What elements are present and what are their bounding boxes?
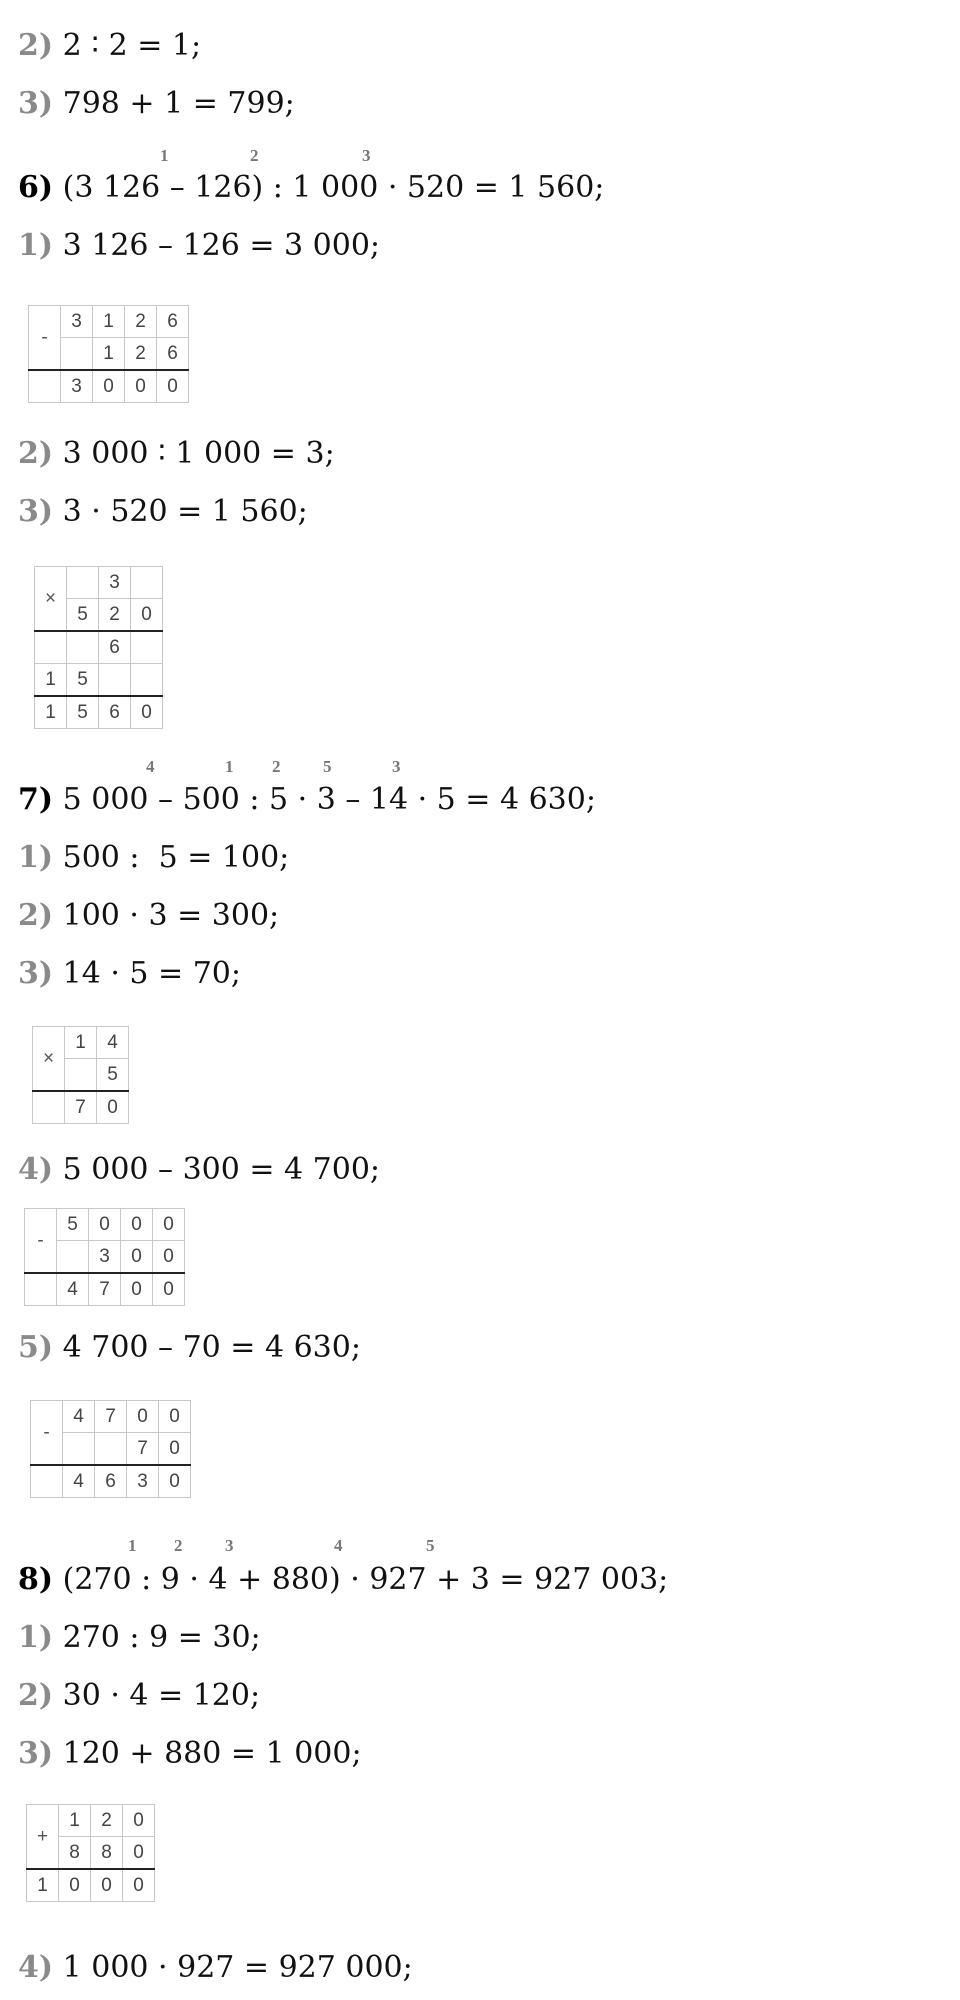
order-marker: 5: [323, 757, 332, 776]
step-number: 3): [18, 1736, 54, 1771]
problem-expression: (270 : 9 · 4 + 880) · 927 + 3 = 927 003;: [62, 1562, 669, 1597]
order-marker: 3: [392, 757, 401, 776]
problem-number: 7): [18, 782, 54, 817]
digit-cell: 1: [35, 664, 67, 697]
digit-cell: 4: [63, 1401, 95, 1433]
order-marker: 1: [128, 1536, 137, 1555]
step-line: [18, 1950, 413, 1986]
digit-cell: 0: [97, 1091, 129, 1124]
step-line: [18, 840, 289, 876]
digit-cell: 6: [99, 696, 131, 729]
digit-cell: 3: [99, 567, 131, 599]
digit-cell: 5: [97, 1059, 129, 1092]
step-number: 2): [18, 436, 54, 471]
digit-cell: 4: [63, 1465, 95, 1498]
step-line: [18, 436, 335, 472]
step-line: [18, 1736, 362, 1772]
order-marker: 5: [426, 1536, 435, 1555]
step-number: 2): [18, 1678, 54, 1713]
step-expression: 2 ∶ 2 = 1;: [62, 28, 202, 63]
step-line: [18, 28, 201, 64]
step-line: [18, 494, 308, 530]
step-expression: 3 126 – 126 = 3 000;: [62, 228, 381, 263]
operator-sign: ×: [35, 567, 67, 632]
step-expression: 270 : 9 = 30;: [62, 1620, 261, 1655]
step-line: [18, 898, 279, 934]
step-expression: 120 + 880 = 1 000;: [62, 1736, 362, 1771]
digit-cell: 2: [91, 1805, 123, 1837]
digit-cell: 7: [65, 1091, 97, 1124]
step-number: 3): [18, 956, 54, 991]
step-expression: 3 · 520 = 1 560;: [62, 494, 308, 529]
column-multiplication-table: [32, 1026, 129, 1124]
digit-cell: 4: [57, 1273, 89, 1306]
problem-number: 8): [18, 1562, 54, 1597]
step-expression: 14 · 5 = 70;: [62, 956, 241, 991]
order-marker: 1: [160, 146, 169, 165]
digit-cell: 1: [35, 696, 67, 729]
digit-cell: 0: [89, 1209, 121, 1241]
step-line: [18, 1678, 260, 1714]
digit-cell: 0: [159, 1401, 191, 1433]
column-subtraction-table: [28, 305, 189, 403]
digit-cell: 4: [97, 1027, 129, 1059]
digit-cell: 3: [127, 1465, 159, 1498]
order-marker: 3: [225, 1536, 234, 1555]
digit-cell: 2: [125, 338, 157, 371]
column-multiplication-table: [34, 566, 163, 729]
operator-sign: +: [27, 1805, 59, 1870]
step-number: 3): [18, 86, 54, 121]
order-marker: 2: [174, 1536, 183, 1555]
step-number: 4): [18, 1152, 54, 1187]
digit-cell: 0: [159, 1465, 191, 1498]
order-marker: 4: [146, 757, 155, 776]
step-number: 2): [18, 28, 54, 63]
operator-sign: -: [31, 1401, 63, 1466]
digit-cell: 7: [127, 1433, 159, 1466]
digit-cell: 7: [89, 1273, 121, 1306]
digit-cell: 0: [153, 1209, 185, 1241]
order-marker: 3: [362, 146, 371, 165]
step-expression: 5 000 – 300 = 4 700;: [62, 1152, 381, 1187]
operator-sign: ×: [33, 1027, 65, 1092]
step-expression: 500 : 5 = 100;: [62, 840, 290, 875]
digit-cell: 1: [59, 1805, 91, 1837]
digit-cell: 2: [99, 599, 131, 632]
digit-cell: 0: [123, 1805, 155, 1837]
digit-cell: 0: [157, 370, 189, 403]
column-subtraction-table: [30, 1400, 191, 1498]
step-line: [18, 228, 380, 264]
digit-cell: 0: [127, 1401, 159, 1433]
step-line: [18, 86, 295, 122]
step-line: [18, 1152, 380, 1188]
step-number: 2): [18, 898, 54, 933]
digit-cell: 1: [27, 1869, 59, 1902]
order-marker: 1: [225, 757, 234, 776]
digit-cell: 5: [67, 599, 99, 632]
digit-cell: 1: [93, 338, 125, 371]
digit-cell: 0: [153, 1241, 185, 1274]
step-number: 5): [18, 1330, 54, 1365]
order-marker: 2: [250, 146, 259, 165]
digit-cell: 5: [67, 696, 99, 729]
digit-cell: 7: [95, 1401, 127, 1433]
step-expression: 1 000 · 927 = 927 000;: [62, 1950, 413, 1985]
digit-cell: 3: [61, 306, 93, 338]
step-expression: 4 700 – 70 = 4 630;: [62, 1330, 361, 1365]
digit-cell: 0: [123, 1869, 155, 1902]
problem-line: [18, 782, 596, 818]
step-number: 1): [18, 1620, 54, 1655]
digit-cell: 0: [153, 1273, 185, 1306]
digit-cell: 8: [91, 1837, 123, 1870]
digit-cell: 1: [65, 1027, 97, 1059]
order-marker: 2: [272, 757, 281, 776]
digit-cell: 0: [91, 1869, 123, 1902]
step-expression: 798 + 1 = 799;: [62, 86, 295, 121]
digit-cell: 0: [131, 599, 163, 632]
column-subtraction-table: [24, 1208, 185, 1306]
step-number: 1): [18, 228, 54, 263]
digit-cell: 1: [93, 306, 125, 338]
step-line: [18, 1330, 361, 1366]
digit-cell: 6: [95, 1465, 127, 1498]
digit-cell: 6: [157, 338, 189, 371]
digit-cell: 0: [125, 370, 157, 403]
digit-cell: 3: [89, 1241, 121, 1274]
digit-cell: 8: [59, 1837, 91, 1870]
order-marker: 4: [334, 1536, 343, 1555]
problem-line: [18, 170, 604, 206]
operator-sign: -: [29, 306, 61, 371]
step-number: 3): [18, 494, 54, 529]
step-number: 4): [18, 1950, 54, 1985]
step-line: [18, 956, 241, 992]
step-number: 1): [18, 840, 54, 875]
digit-cell: 5: [67, 664, 99, 697]
problem-number: 6): [18, 170, 54, 205]
digit-cell: 6: [157, 306, 189, 338]
step-line: [18, 1620, 261, 1656]
digit-cell: 0: [159, 1433, 191, 1466]
digit-cell: 3: [61, 370, 93, 403]
digit-cell: 0: [59, 1869, 91, 1902]
digit-cell: 0: [121, 1273, 153, 1306]
digit-cell: 0: [121, 1241, 153, 1274]
step-expression: 100 · 3 = 300;: [62, 898, 280, 933]
digit-cell: 6: [99, 631, 131, 664]
digit-cell: 5: [57, 1209, 89, 1241]
digit-cell: 2: [125, 306, 157, 338]
step-expression: 3 000 ∶ 1 000 = 3;: [62, 436, 335, 471]
operator-sign: -: [25, 1209, 57, 1274]
column-addition-table: [26, 1804, 155, 1902]
digit-cell: 0: [121, 1209, 153, 1241]
step-expression: 30 · 4 = 120;: [62, 1678, 261, 1713]
digit-cell: 0: [93, 370, 125, 403]
problem-expression: 5 000 – 500 : 5 · 3 – 14 · 5 = 4 630;: [62, 782, 596, 817]
digit-cell: 0: [131, 696, 163, 729]
digit-cell: [61, 338, 93, 371]
problem-line: [18, 1562, 668, 1598]
problem-expression: (3 126 – 126) : 1 000 · 520 = 1 560;: [62, 170, 605, 205]
digit-cell: 0: [123, 1837, 155, 1870]
